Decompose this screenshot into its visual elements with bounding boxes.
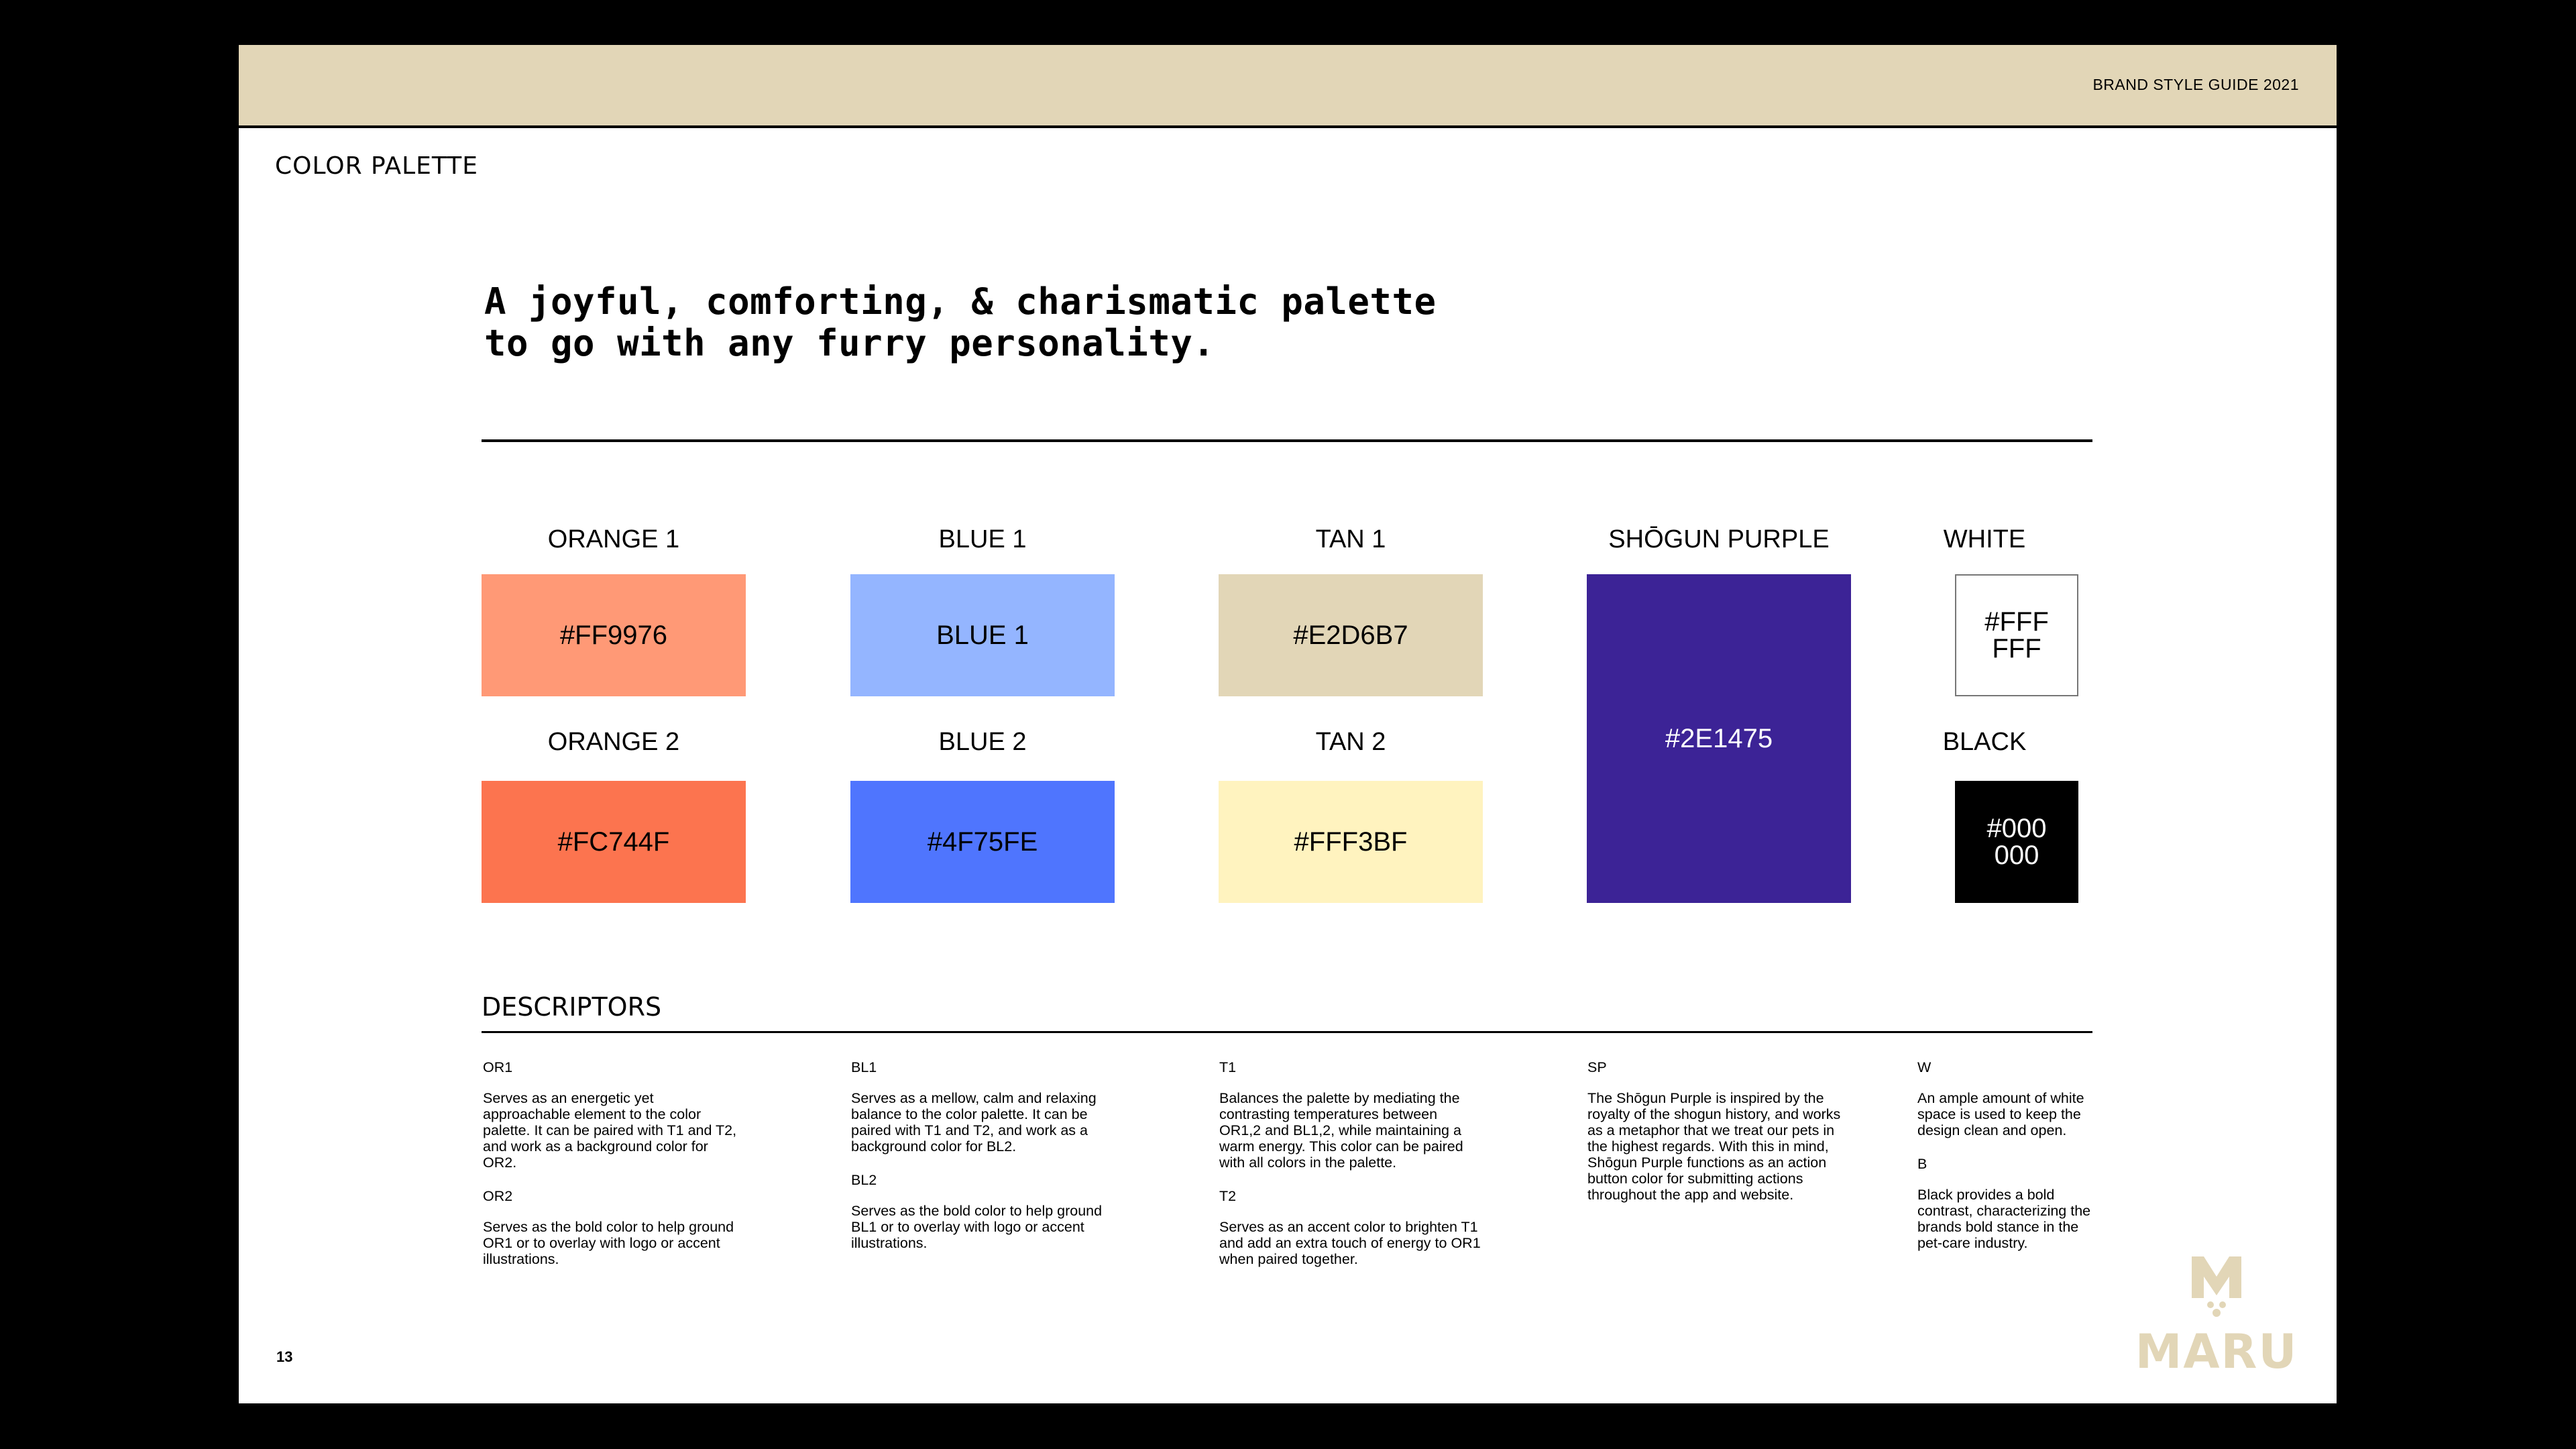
descriptor-text-bl2: Serves as the bold color to help ground BL1 or to overlay with logo or accent illustrations. — [851, 1203, 1103, 1251]
descriptor-blue — [851, 1059, 1113, 1269]
hex-black-line-1: #000 — [1986, 814, 2047, 843]
descriptor-text-bl1: Serves as a mellow, calm and relaxing balance to the color palette. It can be paired with T1 and T2, and work as a background color for BL2. — [851, 1090, 1097, 1155]
guide-title: BRAND STYLE GUIDE 2021 — [2092, 76, 2299, 93]
swatch-orange-2 — [482, 781, 746, 903]
swatch-orange-1 — [482, 574, 746, 696]
descriptor-tan — [1219, 1059, 1481, 1285]
label-tan-1: TAN 1 — [1315, 525, 1386, 553]
descriptor-code-w: W — [1917, 1059, 1931, 1075]
descriptor-code-sp: SP — [1587, 1059, 1607, 1075]
descriptor-code-bl2: BL2 — [851, 1172, 877, 1188]
headline-line-1: A joyful, comforting, & charismatic palette — [484, 280, 1437, 323]
descriptor-text-or1: Serves as an energetic yet approachable element to the color palette. It can be paired with T1 and T2, and work as a background color for OR2. — [483, 1090, 737, 1171]
swatch-black — [1955, 781, 2078, 903]
hex-black-line-2: 000 — [1994, 841, 2039, 870]
style-guide-page — [239, 45, 2337, 1403]
descriptor-text-w: An ample amount of white space is used to keep the design clean and open. — [1917, 1090, 2084, 1138]
descriptors-title: DESCRIPTORS — [482, 992, 662, 1022]
descriptor-code-bl1: BL1 — [851, 1059, 877, 1075]
hex-orange-1: #FF9976 — [559, 620, 668, 650]
descriptor-text-t2: Serves as an accent color to brighten T1 and add an extra touch of energy to OR1 when paired together. — [1219, 1219, 1481, 1267]
divider-top — [482, 439, 2092, 442]
label-shogun-purple: SHŌGUN PURPLE — [1608, 525, 1830, 553]
hex-shogun-purple: #2E1475 — [1665, 723, 1773, 753]
descriptor-code-t1: T1 — [1219, 1059, 1237, 1075]
swatch-tan-1 — [1219, 574, 1483, 696]
hex-white-line-2: FFF — [1992, 634, 2041, 663]
divider-descriptors — [482, 1031, 2092, 1033]
headline-line-2: to go with any furry personality. — [484, 322, 1215, 364]
hex-orange-2: #FC744F — [557, 826, 670, 857]
descriptor-text-sp: The Shōgun Purple is inspired by the royalty of the shogun history, and works as a metaphor that we treat our pets in the highest regards. With this in mind, Shōgun Purple functions as an action button color for submitting actions throughout the app and website. — [1587, 1090, 1841, 1203]
descriptor-purple — [1587, 1059, 1849, 1220]
swatch-blue-1 — [850, 574, 1115, 696]
maru-logo — [2134, 1256, 2299, 1371]
swatch-white — [1955, 574, 2078, 696]
descriptor-code-or1: OR1 — [483, 1059, 513, 1075]
label-orange-2: ORANGE 2 — [547, 728, 680, 756]
label-white: WHITE — [1943, 525, 2026, 553]
descriptor-text-t1: Balances the palette by mediating the contrasting temperatures between OR1,2 and BL1,2, while maintaining a warm energy. This color can be paired with all colors in the palette. — [1219, 1090, 1463, 1171]
descriptor-code-or2: OR2 — [483, 1188, 513, 1204]
descriptor-text-or2: Serves as the bold color to help ground OR1 or to overlay with logo or accent illustrations. — [483, 1219, 734, 1267]
hex-white-line-1: #FFF — [1984, 607, 2049, 637]
swatch-shogun-purple — [1587, 574, 1851, 903]
swatch-blue-2 — [850, 781, 1115, 903]
swatch-tan-2 — [1219, 781, 1483, 903]
maru-logo-text: MARU — [2135, 1324, 2298, 1371]
page-headline — [484, 281, 1436, 364]
label-black: BLACK — [1942, 728, 2027, 756]
header-bar — [239, 45, 2337, 128]
descriptor-white-black — [1917, 1059, 2098, 1269]
descriptor-code-b: B — [1917, 1156, 1927, 1172]
page-number: 13 — [276, 1348, 293, 1365]
hex-tan-2: #FFF3BF — [1294, 826, 1408, 857]
label-tan-2: TAN 2 — [1315, 728, 1386, 756]
descriptor-orange — [483, 1059, 744, 1285]
label-orange-1: ORANGE 1 — [547, 525, 680, 553]
hex-tan-1: #E2D6B7 — [1293, 620, 1408, 650]
section-title: COLOR PALETTE — [275, 152, 478, 180]
hex-blue-2: #4F75FE — [927, 826, 1038, 857]
descriptor-text-b: Black provides a bold contrast, characterizing the brands bold stance in the pet-care industry. — [1917, 1187, 2091, 1251]
label-blue-1: BLUE 1 — [938, 525, 1027, 553]
hex-blue-1: BLUE 1 — [936, 620, 1029, 650]
label-blue-2: BLUE 2 — [938, 728, 1027, 756]
descriptor-code-t2: T2 — [1219, 1188, 1237, 1204]
